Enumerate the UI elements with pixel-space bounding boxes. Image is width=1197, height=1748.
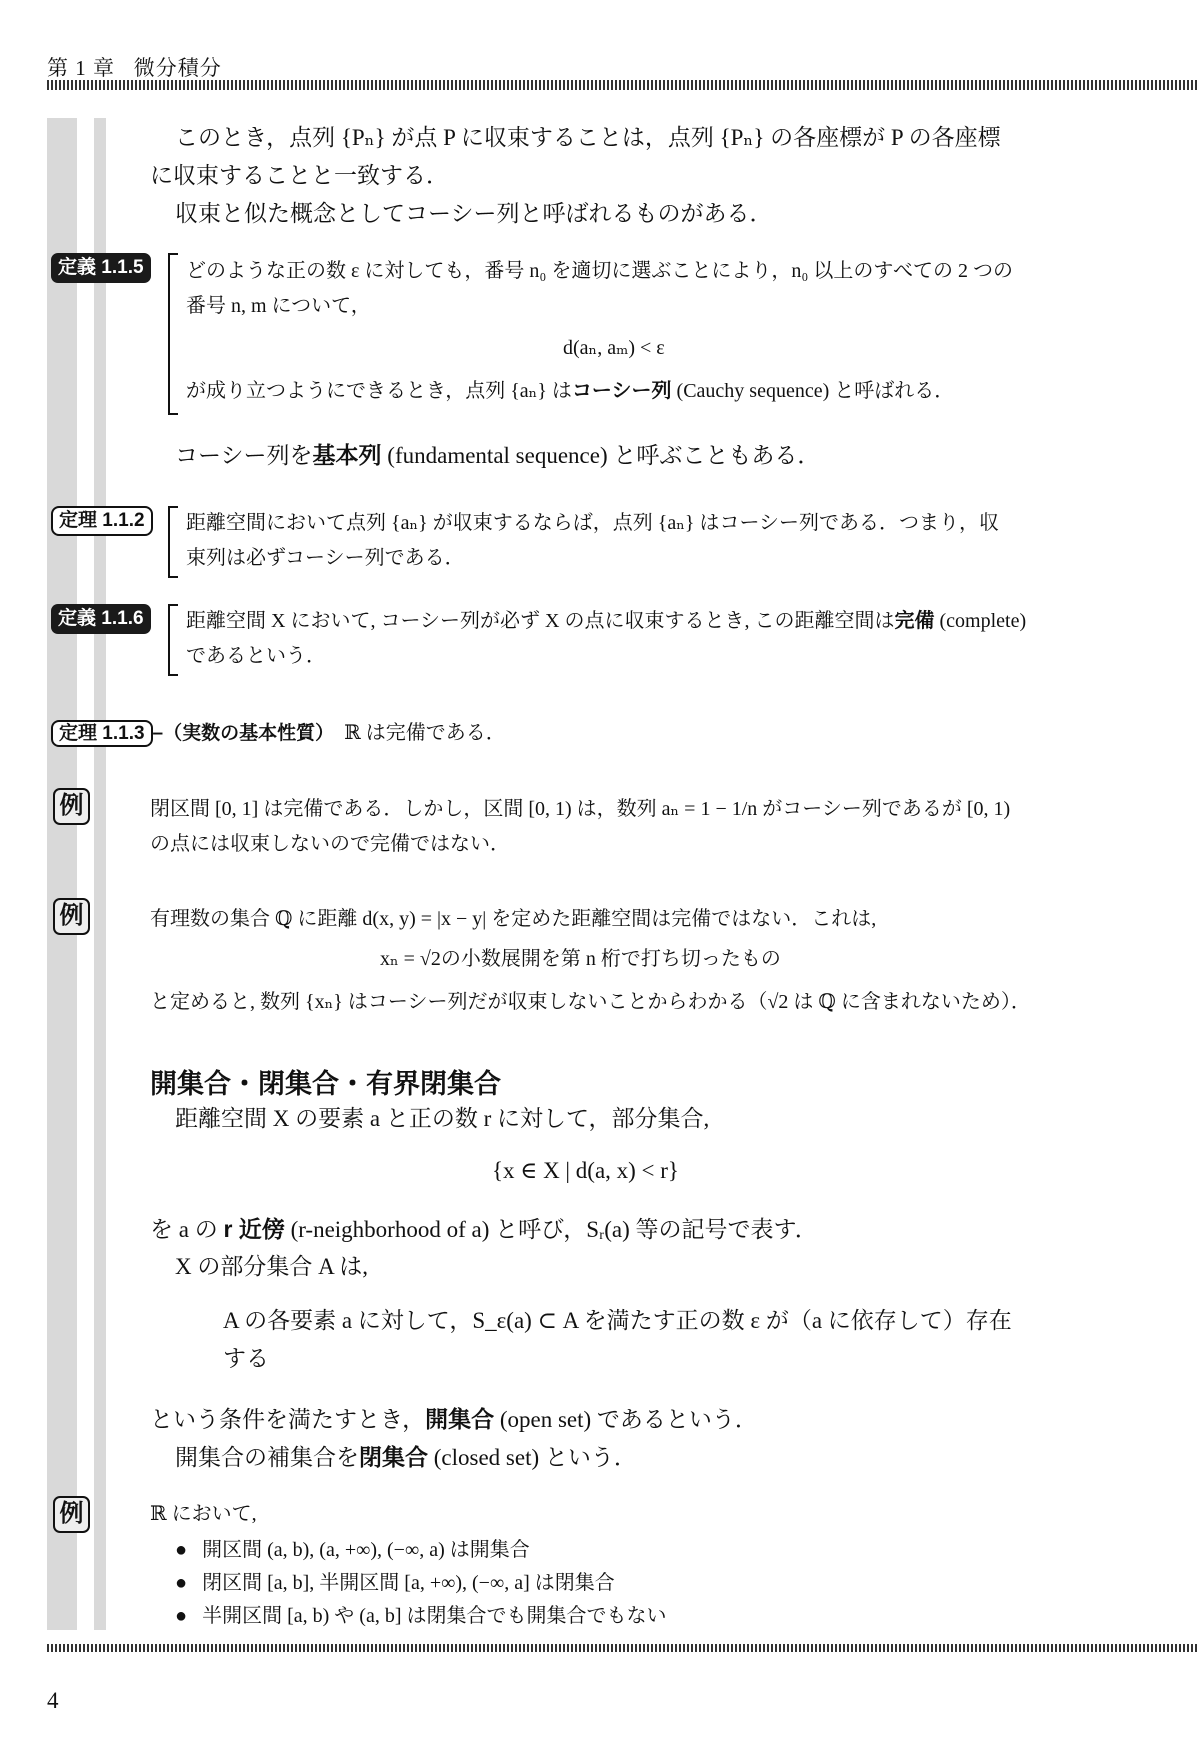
page-number: 4 xyxy=(47,1688,59,1713)
theorem-bracket xyxy=(168,506,178,578)
example-badge: 例 xyxy=(53,1496,90,1533)
term-cauchy: コーシー列 xyxy=(571,380,672,402)
chapter-label: 第 1 章 xyxy=(47,56,115,80)
definition-badge: 定義 1.1.5 xyxy=(51,253,151,283)
def116-line-1 xyxy=(186,604,1096,638)
margin-band-inner xyxy=(94,118,106,1630)
definition-bracket xyxy=(168,253,178,415)
def115-line-1: どのような正の数 ε に対しても，番号 n₀ を適切に選ぶことにより，n₀ 以上のすべての 2 つの xyxy=(186,260,1013,282)
thm113-line xyxy=(51,716,506,746)
def115-line-3-post: (Cauchy sequence) と呼ばれる． xyxy=(671,380,955,402)
term-closed-set: 閉集合 xyxy=(359,1444,428,1470)
chapter-title: 微分積分 xyxy=(133,56,222,80)
term-neighborhood: r 近傍 xyxy=(223,1216,285,1242)
section-line-2-post: (r-neighborhood of a) と呼び，Sᵣ(a) 等の記号で表す． xyxy=(284,1217,818,1242)
fundamental-line xyxy=(175,436,820,475)
section-line-2 xyxy=(150,1210,1096,1249)
def115-line-3 xyxy=(186,374,1096,408)
intro-line-1: このとき，点列 {Pₙ} が点 P に収束することは，点列 {Pₙ} の各座標が P の各座標 xyxy=(175,125,1001,150)
def115-line-3-pre: が成り立つようにできるとき，点列 {aₙ} は xyxy=(186,380,572,402)
term-complete: 完備 xyxy=(894,610,935,632)
section-line-5-pre: 開集合の補集合を xyxy=(175,1445,359,1470)
thm112-line-1: 距離空間において点列 {aₙ} が収束するならば，点列 {aₙ} はコーシー列である．つまり，収 xyxy=(186,512,1000,534)
list-item xyxy=(175,1566,615,1600)
theorem-badge: 定理 1.1.2 xyxy=(51,506,153,536)
def115-formula: d(aₙ, aₘ) < ε xyxy=(563,337,665,359)
bullet-icon: ● xyxy=(175,1539,188,1561)
list-item-text: 開区間 (a, b), (a, +∞), (−∞, a) は開集合 xyxy=(202,1539,530,1561)
ex1-line-1: 閉区間 [0, 1] は完備である．しかし，区間 [0, 1) は，数列 aₙ = 1 − 1/n がコーシー列であるが [0, 1) xyxy=(150,798,1011,820)
section-line-5 xyxy=(175,1438,637,1477)
ex2-line-2: と定めると, 数列 {xₙ} はコーシー列だが収束しないことからわかる（√2 は ℚ に含まれないため）． xyxy=(150,991,1031,1013)
intro-line-2: に収束することと一致する． xyxy=(150,163,449,188)
definition-badge: 定義 1.1.6 xyxy=(51,604,151,634)
section-line-1: 距離空間 X の要素 a と正の数 r に対して，部分集合, xyxy=(175,1106,710,1131)
list-item xyxy=(175,1599,667,1633)
example-badge: 例 xyxy=(53,788,90,825)
fundamental-post: (fundamental sequence) と呼ぶこともある． xyxy=(381,443,821,468)
section-condition-1: A の各要素 a に対して，S_ε(a) ⊂ A を満たす正の数 ε が（a に依存して）存在 xyxy=(223,1308,1012,1333)
footer-rule xyxy=(47,1644,1197,1652)
list-item xyxy=(175,1533,530,1567)
def115-line-2: 番号 n, m について， xyxy=(186,295,371,317)
section-line-5-post: (closed set) という． xyxy=(428,1445,637,1470)
thm113-subtitle: –（実数の基本性質） xyxy=(152,723,335,744)
theorem-badge: 定理 1.1.3 xyxy=(51,720,153,747)
thm113-body: ℝ は完備である． xyxy=(344,722,506,744)
thm112-line-2: 束列は必ずコーシー列である． xyxy=(186,547,465,569)
definition-bracket xyxy=(168,604,178,676)
section-heading: 開集合・閉集合・有界閉集合 xyxy=(150,1069,501,1099)
running-header xyxy=(47,52,222,82)
section-line-4 xyxy=(150,1400,758,1439)
def116-line-2: であるという． xyxy=(186,645,326,667)
list-item-text: 閉区間 [a, b], 半開区間 [a, +∞), (−∞, a] は閉集合 xyxy=(202,1572,615,1594)
intro-line-3: 収束と似た概念としてコーシー列と呼ばれるものがある． xyxy=(175,201,773,226)
ex2-formula: xₙ = √2の小数展開を第 n 桁で打ち切ったもの xyxy=(380,948,781,970)
margin-band xyxy=(47,118,77,1630)
bullet-icon: ● xyxy=(175,1605,188,1627)
example-badge: 例 xyxy=(53,898,90,935)
term-fundamental: 基本列 xyxy=(312,442,382,468)
ex3-intro: ℝ において, xyxy=(150,1503,257,1525)
section-line-3: X の部分集合 A は, xyxy=(175,1254,368,1279)
section-line-2-pre: を a の xyxy=(150,1217,224,1242)
bullet-icon: ● xyxy=(175,1572,188,1594)
ex2-line-1: 有理数の集合 ℚ に距離 d(x, y) = |x − y| を定めた距離空間は完備ではない．これは, xyxy=(150,908,877,930)
fundamental-pre: コーシー列を xyxy=(175,443,313,468)
section-condition-2: する xyxy=(223,1346,269,1371)
header-rule xyxy=(47,80,1197,90)
def116-line-1-post: (complete) xyxy=(934,610,1027,632)
def116-line-1-pre: 距離空間 X において, コーシー列が必ず X の点に収束するとき, この距離空間は xyxy=(186,610,895,632)
ex1-line-2: の点には収束しないので完備ではない． xyxy=(150,833,510,855)
list-item-text: 半開区間 [a, b) や (a, b] は閉集合でも開集合でもない xyxy=(202,1605,667,1627)
section-line-4-pre: という条件を満たすとき， xyxy=(150,1407,426,1432)
section-line-4-post: (open set) であるという． xyxy=(494,1407,758,1432)
term-open-set: 開集合 xyxy=(425,1406,495,1432)
section-formula: {x ∈ X | d(a, x) < r} xyxy=(492,1158,679,1183)
